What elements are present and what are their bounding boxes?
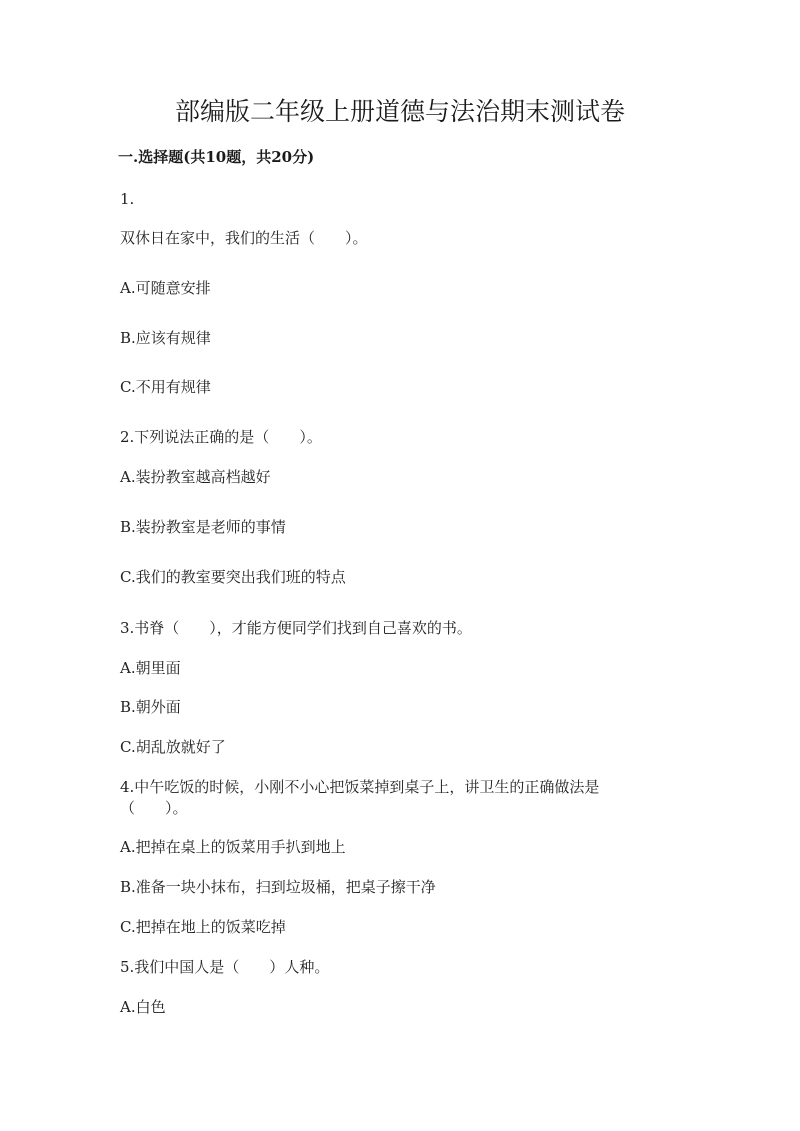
question-4-option-b: B.准备一块小抹布，扫到垃圾桶，把桌子擦干净: [120, 878, 436, 896]
question-2-text: 2.下列说法正确的是（ ）。: [120, 428, 322, 446]
question-2-option-c: C.我们的教室要突出我们班的特点: [120, 568, 346, 586]
document-title: 部编版二年级上册道德与法治期末测试卷: [174, 97, 625, 126]
question-1-number: 1.: [120, 190, 135, 208]
question-1-text: 双休日在家中，我们的生活（ ）。: [120, 229, 368, 247]
question-1-option-b: B.应该有规律: [120, 329, 211, 347]
question-2-option-a: A.装扮教室越高档越好: [120, 468, 271, 486]
question-5-option-a: A.白色: [120, 998, 166, 1016]
question-4-option-a: A.把掉在桌上的饭菜用手扒到地上: [120, 838, 346, 856]
question-3-option-a: A.朝里面: [120, 659, 181, 677]
question-5-text: 5.我们中国人是（ ）人种。: [120, 958, 330, 976]
section-heading: 一.选择题(共10题，共20分): [118, 148, 315, 166]
question-1-option-a: A.可随意安排: [120, 279, 211, 297]
question-4-text: 4.中午吃饭的时候，小刚不小心把饭菜掉到桌子上，讲卫生的正确做法是: [120, 778, 600, 796]
question-3-text: 3.书脊（ ），才能方便同学们找到自己喜欢的书。: [120, 619, 472, 637]
question-3-option-c: C.胡乱放就好了: [120, 738, 226, 756]
question-4-text-continued: （ ）。: [120, 799, 188, 817]
question-3-option-b: B.朝外面: [120, 698, 181, 716]
question-4-option-c: C.把掉在地上的饭菜吃掉: [120, 918, 286, 936]
question-1-option-c: C.不用有规律: [120, 378, 211, 396]
question-2-option-b: B.装扮教室是老师的事情: [120, 518, 286, 536]
